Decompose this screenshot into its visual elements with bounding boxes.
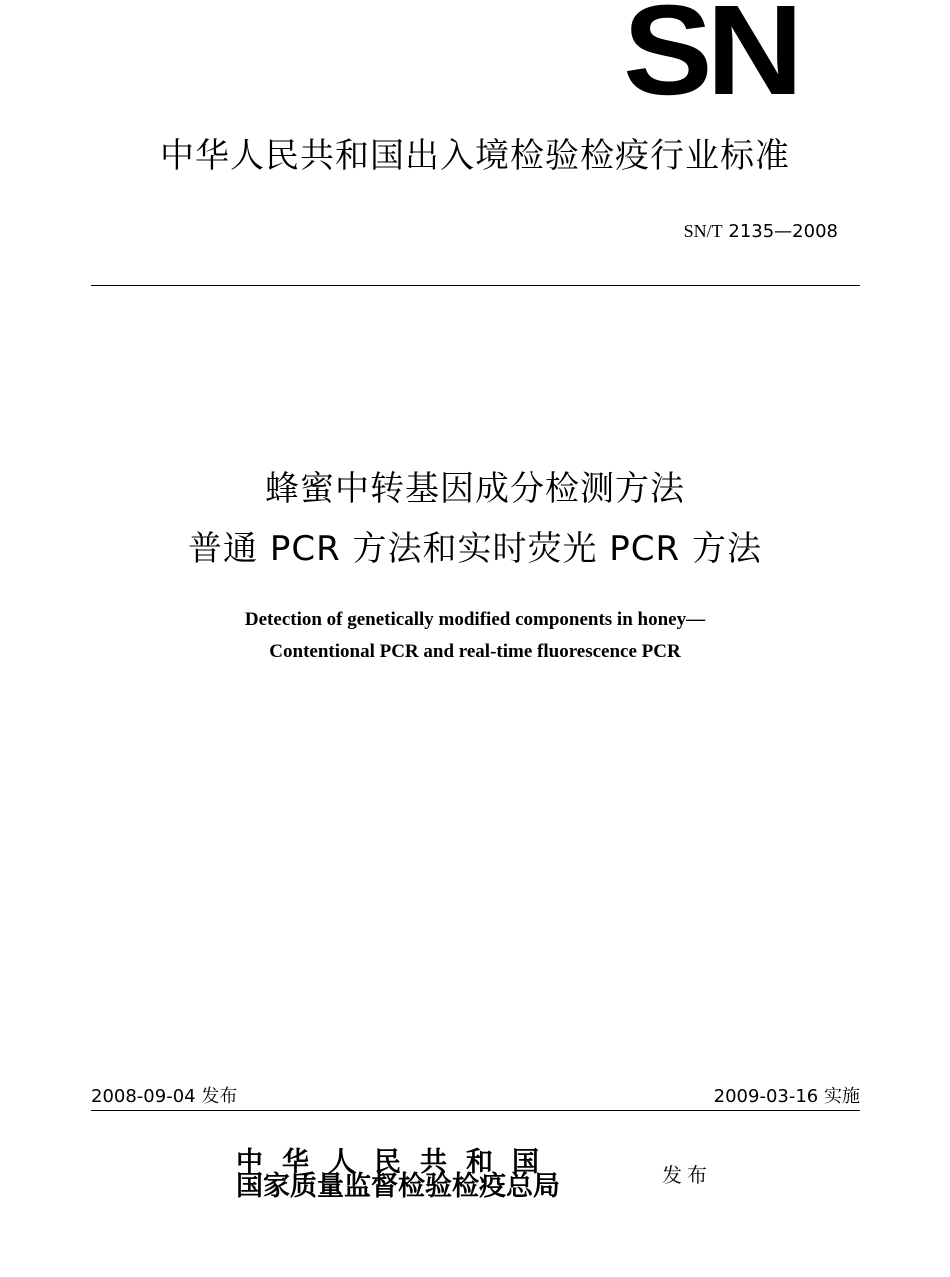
standard-code [684, 218, 838, 245]
footer-divider [91, 1110, 860, 1111]
header-divider [91, 285, 860, 286]
issuer-line1: 中华人民共和国 [236, 1147, 558, 1178]
title-en-line1: Detection of genetically modified components in honey— [244, 609, 706, 630]
standard-category-title: 中华人民共和国出入境检验检疫行业标准 [160, 136, 790, 176]
implementation-date: 2009-03-16 实施 [713, 1086, 860, 1107]
standard-code-prefix: SN/T [683, 221, 723, 241]
issuer-line2: 国家质量监督检验检疫总局 [236, 1171, 560, 1202]
title-zh-line2: 普通 PCR 方法和实时荧光 PCR 方法 [188, 529, 762, 569]
sn-logo: SN [623, 2, 798, 100]
title-zh-line1: 蜂蜜中转基因成分检测方法 [265, 469, 685, 509]
title-en-line2: Contentional PCR and real-time fluorescence PCR [269, 641, 681, 662]
issue-date: 2008-09-04 发布 [91, 1086, 238, 1107]
standard-code-number: 2135—2008 [728, 221, 838, 242]
publish-label: 发布 [662, 1163, 712, 1187]
